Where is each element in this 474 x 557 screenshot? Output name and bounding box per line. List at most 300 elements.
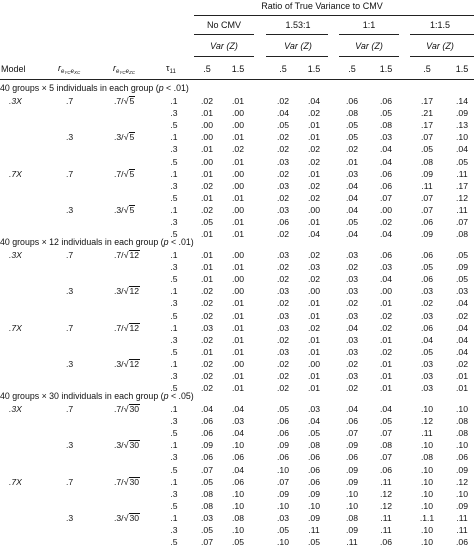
r2-prefix: .3/ <box>114 132 124 143</box>
cell-value: .02 <box>456 358 468 369</box>
cell-value: .09 <box>277 488 289 499</box>
cell-value: .04 <box>456 144 468 155</box>
cell-value: .09 <box>456 500 468 511</box>
cell-value: .01 <box>232 310 244 321</box>
cell-value: .11 <box>346 537 358 548</box>
group-rule <box>410 34 474 35</box>
cell-value: .11 <box>456 168 468 179</box>
cell-value: .01 <box>380 383 392 394</box>
cell-value: .02 <box>201 310 213 321</box>
r-eyc-exc-value: .3 <box>66 286 74 297</box>
cell-value: .01 <box>380 371 392 381</box>
sqrt-radicand: 5 <box>129 132 135 143</box>
tau-value: .1 <box>170 250 178 260</box>
cell-value: .01 <box>201 192 213 203</box>
r-eyc-exc-value: .7 <box>66 250 74 260</box>
cell-value: .11 <box>421 428 433 439</box>
cell-value: .01 <box>456 371 468 381</box>
cell-value: .02 <box>201 204 213 215</box>
cell-value: .04 <box>232 404 244 414</box>
cell-value: .06 <box>232 476 244 487</box>
cell-value: .03 <box>346 371 358 381</box>
sqrt-sign: √ <box>123 512 129 523</box>
cell-value: .04 <box>380 144 392 155</box>
cell-value: .01 <box>232 229 244 240</box>
cell-value: .01 <box>456 383 468 394</box>
cell-value: .02 <box>380 217 392 227</box>
cell-value: .06 <box>201 428 213 439</box>
cell-value: .07 <box>380 452 392 463</box>
cell-value: .05 <box>346 132 358 143</box>
r2-prefix: .7/ <box>114 168 124 179</box>
tau-value: .1 <box>170 404 178 414</box>
tau-value: .5 <box>170 464 178 475</box>
cell-value: .03 <box>277 286 289 297</box>
cell-value: .05 <box>456 250 468 260</box>
section-title <box>0 238 194 247</box>
cell-value: .02 <box>277 358 289 369</box>
cell-value: .01 <box>308 334 320 345</box>
cell-value: .03 <box>346 346 358 357</box>
tau-value: .3 <box>170 416 178 427</box>
cell-value: .1.1 <box>419 512 435 523</box>
cell-value: .05 <box>421 262 433 273</box>
var-level: 1.5 <box>307 64 321 74</box>
cell-value: .01 <box>232 192 244 203</box>
r-eyc-ezc-value <box>114 477 140 487</box>
cell-value: .01 <box>308 168 320 179</box>
group-rule <box>194 34 254 35</box>
tau-value: .3 <box>170 488 178 499</box>
cell-value: .10 <box>232 488 244 499</box>
tau-value: .5 <box>170 310 178 321</box>
cell-value: .01 <box>380 298 392 309</box>
cell-value: .01 <box>232 132 244 143</box>
cell-value: .12 <box>380 488 392 499</box>
r-eyc-exc-value: .7 <box>66 476 74 487</box>
cell-value: .07 <box>201 537 213 548</box>
var-rule <box>266 56 328 57</box>
cell-value: .02 <box>277 262 289 273</box>
cell-value: .06 <box>380 96 392 106</box>
cell-value: .02 <box>421 298 433 309</box>
section-title <box>0 392 194 401</box>
cell-value: .02 <box>201 383 213 394</box>
cell-value: .07 <box>421 132 433 143</box>
sqrt-sign: √ <box>123 168 129 179</box>
cell-value: .01 <box>232 298 244 309</box>
cell-value: .05 <box>308 537 320 548</box>
cell-value: .07 <box>421 192 433 203</box>
cell-value: .07 <box>277 476 289 487</box>
cell-value: .03 <box>456 286 468 297</box>
cell-value: .02 <box>308 322 320 333</box>
cell-value: .01 <box>308 217 320 227</box>
cell-value: .00 <box>308 204 320 215</box>
group-label-1-1-5: 1:1.5 <box>429 20 451 30</box>
r-eyc-exc-value: .3 <box>66 440 74 451</box>
cell-value: .05 <box>277 404 289 414</box>
tau-value: .5 <box>170 120 178 131</box>
cell-value: .00 <box>232 250 244 260</box>
group-label-1-1: 1:1 <box>362 20 376 30</box>
cell-value: .06 <box>277 217 289 227</box>
r-eyc-ezc-value <box>114 169 135 179</box>
tau-value: .3 <box>170 334 178 345</box>
cell-value: .00 <box>232 180 244 191</box>
cell-value: .08 <box>456 416 468 427</box>
cell-value: .02 <box>277 298 289 309</box>
cell-value: .00 <box>201 132 213 143</box>
cell-value: .10 <box>456 132 468 143</box>
tau-value: .5 <box>170 428 178 439</box>
var-level: .5 <box>348 64 356 74</box>
cell-value: .02 <box>277 192 289 203</box>
r-eyc-ezc-value <box>114 440 140 450</box>
r2-prefix: .7/ <box>114 476 124 487</box>
cell-value: .08 <box>380 440 392 451</box>
cell-value: .12 <box>380 500 392 511</box>
cell-value: .04 <box>380 229 392 240</box>
r-eyc-ezc-value <box>114 513 140 523</box>
cell-value: .05 <box>346 120 358 131</box>
tau-value: .5 <box>170 346 178 357</box>
cell-value: .09 <box>308 512 320 523</box>
cell-value: .10 <box>308 500 320 511</box>
cell-value: .06 <box>277 428 289 439</box>
cell-value: .07 <box>346 428 358 439</box>
cell-value: .06 <box>277 452 289 463</box>
cell-value: .07 <box>456 217 468 227</box>
cell-value: .10 <box>421 537 433 548</box>
cell-value: .01 <box>201 168 213 179</box>
cell-value: .04 <box>456 334 468 345</box>
cell-value: .02 <box>346 358 358 369</box>
cell-value: .03 <box>277 204 289 215</box>
cell-value: .01 <box>232 96 244 106</box>
cell-value: .10 <box>277 500 289 511</box>
r-eyc-exc-value: .3 <box>66 512 74 523</box>
cell-value: .09 <box>421 229 433 240</box>
cell-value: .01 <box>380 358 392 369</box>
sqrt-sign: √ <box>123 358 129 369</box>
r2-prefix: .3/ <box>114 204 124 215</box>
cell-value: .04 <box>201 404 213 414</box>
group-rule <box>266 34 328 35</box>
cell-value: .12 <box>456 476 468 487</box>
cell-value: .06 <box>308 476 320 487</box>
cell-value: .01 <box>308 346 320 357</box>
cell-value: .05 <box>346 217 358 227</box>
column-super-label: Ratio of True Variance to CMV <box>261 1 383 11</box>
cell-value: .05 <box>277 120 289 131</box>
cell-value: .02 <box>308 274 320 285</box>
sqrt-sign: √ <box>123 132 129 143</box>
cell-value: .02 <box>277 334 289 345</box>
cell-value: .04 <box>380 274 392 285</box>
cell-value: .03 <box>346 310 358 321</box>
cell-value: .11 <box>380 512 392 523</box>
tau-value: .1 <box>170 168 178 179</box>
cell-value: .17 <box>421 96 433 106</box>
cell-value: .00 <box>232 204 244 215</box>
var-rule <box>410 56 474 57</box>
cell-value: .06 <box>201 416 213 427</box>
sqrt-radicand: 30 <box>129 476 140 487</box>
cell-value: .01 <box>308 120 320 131</box>
cell-value: .07 <box>380 428 392 439</box>
cell-value: .03 <box>277 310 289 321</box>
cell-value: .06 <box>308 452 320 463</box>
cell-value: .10 <box>421 404 433 414</box>
col-header-r-eyc-ezc: $r_{eYCeZC}$ <box>113 63 135 75</box>
var-rule <box>194 56 254 57</box>
model-label: .7X <box>9 322 22 333</box>
cell-value: .11 <box>456 525 468 535</box>
cell-value: .03 <box>421 310 433 321</box>
cell-value: .11 <box>421 180 433 191</box>
tau-value: .1 <box>170 476 178 487</box>
cell-value: .04 <box>346 204 358 215</box>
cell-value: .09 <box>346 476 358 487</box>
cell-value: .06 <box>421 274 433 285</box>
cell-value: .09 <box>456 262 468 273</box>
cell-value: .01 <box>201 346 213 357</box>
r-eyc-ezc-value <box>114 404 140 414</box>
r-eyc-exc-value: .3 <box>66 204 74 215</box>
cell-value: .08 <box>421 156 433 167</box>
r2-prefix: .3/ <box>114 512 124 523</box>
cell-value: .02 <box>201 371 213 381</box>
sqrt-sign: √ <box>123 440 129 451</box>
r-eyc-ezc-value <box>114 286 140 296</box>
r2-prefix: .7/ <box>114 96 124 106</box>
cell-value: .02 <box>380 346 392 357</box>
cell-value: .02 <box>277 383 289 394</box>
var-level: .5 <box>203 64 211 74</box>
model-label: .3X <box>9 404 22 414</box>
sqrt-sign: √ <box>123 286 129 297</box>
tau-value: .3 <box>170 108 178 119</box>
cell-value: .10 <box>421 464 433 475</box>
cell-value: .01 <box>201 108 213 119</box>
cell-value: .06 <box>308 464 320 475</box>
cell-value: .06 <box>277 416 289 427</box>
sqrt-radicand: 12 <box>129 358 140 369</box>
cell-value: .02 <box>277 229 289 240</box>
cell-value: .06 <box>380 180 392 191</box>
sqrt-radicand: 5 <box>129 96 135 106</box>
var-rule <box>339 56 399 57</box>
r-eyc-exc-value: .3 <box>66 358 74 369</box>
sqrt-sign: √ <box>123 96 129 106</box>
tau-value: .5 <box>170 500 178 511</box>
cell-value: .01 <box>308 310 320 321</box>
cell-value: .01 <box>232 334 244 345</box>
r2-prefix: .3/ <box>114 440 124 451</box>
cell-value: .01 <box>232 156 244 167</box>
cell-value: .08 <box>346 108 358 119</box>
cell-value: .14 <box>456 96 468 106</box>
cell-value: .05 <box>201 525 213 535</box>
cell-value: .08 <box>201 500 213 511</box>
cell-value: .02 <box>232 144 244 155</box>
cell-value: .03 <box>277 512 289 523</box>
cell-value: .02 <box>308 108 320 119</box>
sqrt-sign: √ <box>123 322 129 333</box>
cell-value: .08 <box>346 512 358 523</box>
cell-value: .10 <box>421 476 433 487</box>
var-level: 1.5 <box>231 64 245 74</box>
cell-value: .01 <box>201 250 213 260</box>
col-header-model: Model <box>1 64 26 74</box>
tau-value: .1 <box>170 204 178 215</box>
cell-value: .05 <box>421 346 433 357</box>
r-eyc-exc-value: .7 <box>66 404 74 414</box>
r-eyc-ezc-value <box>114 96 135 106</box>
cell-value: .01 <box>201 144 213 155</box>
r2-prefix: .3/ <box>114 358 124 369</box>
cell-value: .06 <box>346 96 358 106</box>
cell-value: .02 <box>380 310 392 321</box>
cell-value: .01 <box>380 334 392 345</box>
cell-value: .04 <box>308 416 320 427</box>
cell-value: .11 <box>308 525 320 535</box>
var-level: 1.5 <box>455 64 469 74</box>
cell-value: .10 <box>277 537 289 548</box>
cell-value: .09 <box>456 108 468 119</box>
tau-value: .3 <box>170 144 178 155</box>
cell-value: .09 <box>346 440 358 451</box>
cell-value: .02 <box>308 156 320 167</box>
cell-value: .10 <box>456 488 468 499</box>
model-label: .7X <box>9 476 22 487</box>
cell-value: .04 <box>232 428 244 439</box>
sqrt-radicand: 12 <box>129 322 140 333</box>
cell-value: .11 <box>456 512 468 523</box>
r2-prefix: .7/ <box>114 322 124 333</box>
cell-value: .06 <box>421 322 433 333</box>
cell-value: .00 <box>232 120 244 131</box>
section-title-post: < .05) <box>168 391 194 401</box>
section-title-pre: 40 groups × 30 individuals in each group ( <box>0 391 164 401</box>
cell-value: .10 <box>232 525 244 535</box>
cell-value: .17 <box>421 120 433 131</box>
cell-value: .03 <box>421 383 433 394</box>
cell-value: .01 <box>308 383 320 394</box>
cell-value: .04 <box>308 229 320 240</box>
section-title-p: p <box>163 237 169 247</box>
tau-value: .5 <box>170 156 178 167</box>
cell-value: .09 <box>346 525 358 535</box>
cell-value: .03 <box>421 371 433 381</box>
cell-value: .02 <box>346 383 358 394</box>
tau-value: .1 <box>170 358 178 369</box>
cell-value: .03 <box>308 404 320 414</box>
cell-value: .01 <box>201 262 213 273</box>
cell-value: .02 <box>456 310 468 321</box>
cell-value: .00 <box>308 286 320 297</box>
cell-value: .04 <box>346 229 358 240</box>
tau-value: .3 <box>170 371 178 381</box>
cell-value: .11 <box>380 476 392 487</box>
tau-value: .3 <box>170 217 178 227</box>
cell-value: .06 <box>346 452 358 463</box>
cell-value: .03 <box>380 262 392 273</box>
cell-value: .03 <box>346 250 358 260</box>
cell-value: .11 <box>380 525 392 535</box>
cell-value: .04 <box>308 96 320 106</box>
model-label: .3X <box>9 96 22 106</box>
r2-prefix: .7/ <box>114 250 124 260</box>
super-rule <box>194 15 474 16</box>
cell-value: .04 <box>232 464 244 475</box>
cell-value: .02 <box>308 144 320 155</box>
cell-value: .03 <box>421 286 433 297</box>
cell-value: .02 <box>308 180 320 191</box>
cell-value: .01 <box>201 274 213 285</box>
cell-value: .08 <box>421 452 433 463</box>
cell-value: .13 <box>456 120 468 131</box>
cell-value: .09 <box>346 464 358 475</box>
cell-value: .21 <box>421 108 433 119</box>
cell-value: .01 <box>232 322 244 333</box>
section-title <box>0 84 189 93</box>
tau-value: .1 <box>170 286 178 297</box>
cell-value: .10 <box>277 464 289 475</box>
r-eyc-ezc-value <box>114 323 140 333</box>
cell-value: .04 <box>346 192 358 203</box>
cell-value: .02 <box>277 274 289 285</box>
var-level: 1.5 <box>379 64 393 74</box>
r-eyc-ezc-value <box>114 132 135 142</box>
cell-value: .01 <box>308 298 320 309</box>
cell-value: .05 <box>232 537 244 548</box>
group-label-1-53-1: 1.53:1 <box>285 20 311 30</box>
cell-value: .10 <box>232 440 244 451</box>
var-level: .5 <box>423 64 431 74</box>
cell-value: .01 <box>308 371 320 381</box>
cell-value: .02 <box>201 298 213 309</box>
r-eyc-ezc-value <box>114 359 140 369</box>
cell-value: .03 <box>380 132 392 143</box>
cell-value: .01 <box>232 371 244 381</box>
cell-value: .04 <box>456 346 468 357</box>
cell-value: .05 <box>201 217 213 227</box>
cell-value: .10 <box>421 440 433 451</box>
cell-value: .05 <box>277 525 289 535</box>
sqrt-radicand: 30 <box>129 440 140 451</box>
cell-value: .04 <box>346 322 358 333</box>
cell-value: .07 <box>421 204 433 215</box>
cell-value: .02 <box>308 250 320 260</box>
cell-value: .02 <box>277 168 289 179</box>
cell-value: .03 <box>308 262 320 273</box>
sqrt-radicand: 5 <box>129 168 135 179</box>
cell-value: .04 <box>456 298 468 309</box>
cell-value: .17 <box>456 180 468 191</box>
r-eyc-exc-value: .3 <box>66 132 74 143</box>
cell-value: .04 <box>421 334 433 345</box>
tau-value: .3 <box>170 262 178 273</box>
cell-value: .01 <box>201 229 213 240</box>
group-label-no-cmv: No CMV <box>206 20 242 30</box>
cell-value: .06 <box>380 537 392 548</box>
cell-value: .04 <box>346 180 358 191</box>
cell-value: .09 <box>308 488 320 499</box>
cell-value: .05 <box>380 416 392 427</box>
cell-value: .05 <box>308 428 320 439</box>
